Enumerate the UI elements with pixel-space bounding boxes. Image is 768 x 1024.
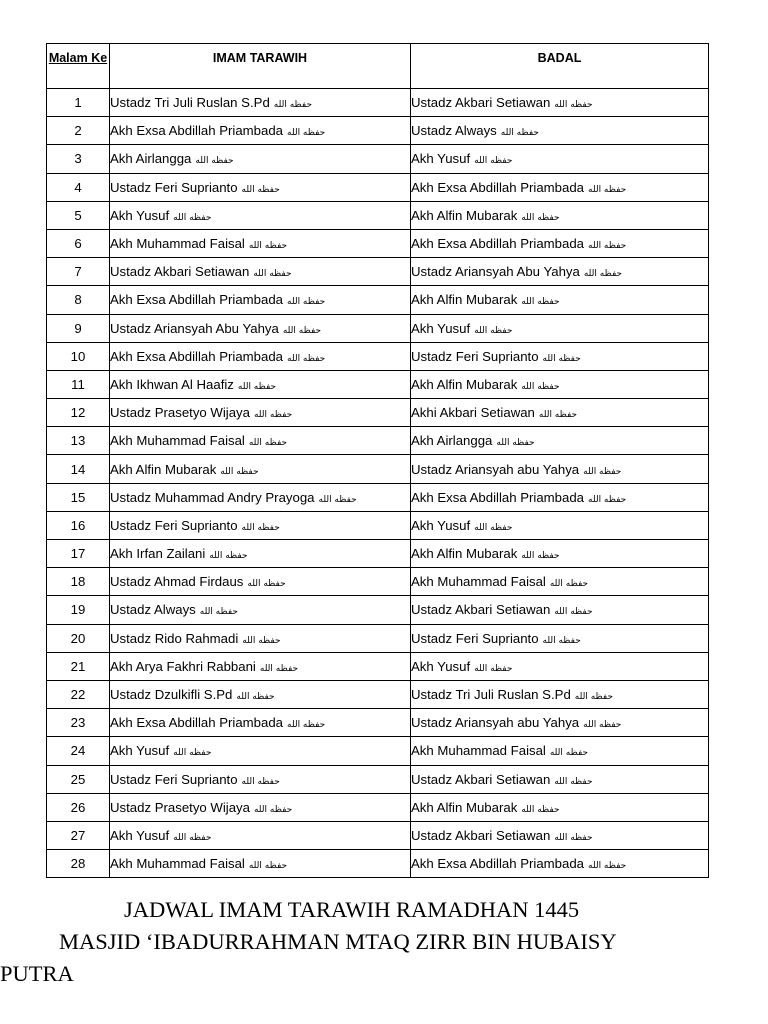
malam-number: 9 (47, 314, 110, 342)
badal-cell (411, 427, 709, 455)
document-subtitle-continued: PUTRA (0, 961, 74, 986)
badal-cell (411, 229, 709, 257)
badal-cell (411, 286, 709, 314)
badal-name: Akh Yusuf (411, 658, 471, 674)
table-row (47, 511, 709, 539)
badal-cell (411, 455, 709, 483)
table-row (47, 737, 709, 765)
badal-cell (411, 342, 709, 370)
imam-cell (110, 793, 411, 821)
imam-cell (110, 427, 411, 455)
honorific-text: حفظه الله (241, 776, 280, 787)
table-row (47, 258, 709, 286)
honorific-text: حفظه الله (549, 579, 589, 590)
honorific-text: حفظه الله (542, 635, 581, 646)
honorific-text: حفظه الله (209, 551, 248, 562)
imam-cell (110, 596, 411, 624)
imam-name: Ustadz Ariansyah Abu Yahya (110, 320, 279, 336)
honorific-text: حفظه الله (554, 607, 593, 618)
badal-cell (411, 511, 709, 539)
honorific-text: حفظه الله (554, 100, 593, 111)
imam-name: Ustadz Muhammad Andry Prayoga (110, 489, 315, 505)
schedule-table (46, 43, 709, 878)
honorific-text: حفظه الله (542, 353, 581, 364)
badal-cell (411, 370, 709, 398)
honorific-text: حفظه الله (241, 184, 280, 195)
badal-cell (411, 624, 709, 652)
honorific-text: حفظه الله (253, 269, 292, 280)
honorific-text: حفظه الله (253, 804, 293, 815)
badal-name: Akh Yusuf (411, 517, 471, 533)
badal-name: Ustadz Ariansyah abu Yahya (411, 715, 580, 731)
imam-name: Akh Ikhwan Al Haafiz (110, 376, 234, 392)
malam-number: 21 (47, 652, 110, 680)
honorific-text: حفظه الله (554, 832, 593, 843)
imam-cell (110, 568, 411, 596)
badal-cell (411, 709, 709, 737)
table-row (47, 173, 709, 201)
imam-name: Ustadz Rido Rahmadi (110, 630, 239, 646)
malam-number: 2 (47, 117, 110, 145)
imam-cell (110, 624, 411, 652)
imam-name: Ustadz Feri Suprianto (110, 179, 238, 195)
imam-name: Ustadz Dzulkifli S.Pd (110, 687, 233, 703)
badal-name: Akh Yusuf (411, 320, 471, 336)
honorific-text: حفظه الله (521, 551, 560, 562)
badal-name: Akh Exsa Abdillah Priambada (411, 236, 585, 252)
badal-name: Akh Muhammad Faisal (411, 574, 546, 590)
badal-name: Akhi Akbari Setiawan (411, 405, 535, 421)
badal-name: Akh Alfin Mubarak (411, 799, 518, 815)
honorific-text: حفظه الله (588, 241, 627, 252)
imam-cell (110, 145, 411, 173)
honorific-text: حفظه الله (521, 381, 560, 392)
badal-name: Ustadz Ariansyah Abu Yahya (411, 264, 580, 280)
badal-name: Ustadz Akbari Setiawan (411, 602, 551, 618)
imam-name: Ustadz Akbari Setiawan (110, 264, 250, 280)
honorific-text: حفظه الله (474, 325, 513, 336)
malam-number: 27 (47, 821, 110, 849)
imam-cell (110, 511, 411, 539)
honorific-text: حفظه الله (549, 748, 589, 759)
honorific-text: حفظه الله (538, 410, 578, 421)
badal-cell (411, 737, 709, 765)
honorific-text: حفظه الله (583, 720, 622, 731)
honorific-text: حفظه الله (474, 156, 513, 167)
imam-name: Akh Exsa Abdillah Priambada (110, 292, 284, 308)
honorific-text: حفظه الله (282, 325, 322, 336)
malam-number: 11 (47, 370, 110, 398)
badal-cell (411, 765, 709, 793)
table-row (47, 652, 709, 680)
table-row (47, 89, 709, 117)
badal-cell (411, 173, 709, 201)
table-row (47, 709, 709, 737)
honorific-text: حفظه الله (318, 494, 357, 505)
honorific-text: حفظه الله (287, 353, 326, 364)
honorific-text: حفظه الله (199, 607, 238, 618)
honorific-text: حفظه الله (173, 212, 212, 223)
badal-name: Akh Alfin Mubarak (411, 546, 518, 562)
imam-cell (110, 258, 411, 286)
honorific-text: حفظه الله (496, 438, 535, 449)
honorific-text: حفظه الله (588, 861, 627, 872)
imam-cell (110, 117, 411, 145)
document-subtitle-mosque: MASJID ‘IBADURRAHMAN MTAQ ZIRR BIN HUBAISY (59, 929, 617, 954)
header-row (47, 44, 709, 89)
schedule-body (47, 89, 709, 878)
imam-cell (110, 737, 411, 765)
badal-cell (411, 596, 709, 624)
imam-cell (110, 540, 411, 568)
honorific-text: حفظه الله (500, 128, 539, 139)
badal-name: Akh Airlangga (411, 433, 493, 449)
badal-cell (411, 483, 709, 511)
table-row (47, 286, 709, 314)
header-malam-ke: Malam Ke (47, 44, 110, 89)
badal-cell (411, 314, 709, 342)
table-row (47, 483, 709, 511)
table-row (47, 370, 709, 398)
honorific-text: حفظه الله (583, 466, 622, 477)
malam-number: 28 (47, 850, 110, 878)
honorific-text: حفظه الله (236, 692, 275, 703)
badal-name: Ustadz Akbari Setiawan (411, 95, 551, 111)
imam-cell (110, 850, 411, 878)
badal-name: Akh Alfin Mubarak (411, 376, 518, 392)
badal-name: Ustadz Always (411, 123, 497, 139)
imam-name: Ustadz Tri Juli Ruslan S.Pd (110, 95, 270, 111)
imam-name: Akh Yusuf (110, 207, 170, 223)
honorific-text: حفظه الله (521, 212, 560, 223)
malam-number: 22 (47, 680, 110, 708)
badal-name: Akh Alfin Mubarak (411, 292, 518, 308)
imam-cell (110, 370, 411, 398)
badal-name: Ustadz Feri Suprianto (411, 348, 539, 364)
malam-number: 16 (47, 511, 110, 539)
imam-cell (110, 89, 411, 117)
table-row (47, 201, 709, 229)
imam-name: Akh Exsa Abdillah Priambada (110, 715, 284, 731)
malam-number: 20 (47, 624, 110, 652)
malam-number: 12 (47, 399, 110, 427)
imam-name: Akh Alfin Mubarak (110, 461, 217, 477)
badal-cell (411, 821, 709, 849)
honorific-text: حفظه الله (259, 663, 299, 674)
table-row (47, 229, 709, 257)
imam-name: Ustadz Prasetyo Wijaya (110, 405, 250, 421)
imam-cell (110, 314, 411, 342)
honorific-text: حفظه الله (583, 269, 623, 280)
imam-name: Akh Muhammad Faisal (110, 236, 245, 252)
badal-name: Akh Exsa Abdillah Priambada (411, 856, 585, 872)
badal-cell (411, 258, 709, 286)
malam-number: 8 (47, 286, 110, 314)
imam-name: Ustadz Always (110, 602, 196, 618)
honorific-text: حفظه الله (588, 184, 627, 195)
imam-cell (110, 483, 411, 511)
table-row (47, 765, 709, 793)
table-row (47, 117, 709, 145)
honorific-text: حفظه الله (273, 100, 313, 111)
honorific-text: حفظه الله (554, 776, 593, 787)
header-imam-tarawih: IMAM TARAWIH (110, 44, 411, 89)
honorific-text: حفظه الله (237, 381, 277, 392)
honorific-text: حفظه الله (521, 297, 560, 308)
honorific-text: حفظه الله (195, 156, 234, 167)
imam-name: Akh Irfan Zailani (110, 546, 206, 562)
malam-number: 25 (47, 765, 110, 793)
honorific-text: حفظه الله (173, 832, 212, 843)
badal-name: Ustadz Feri Suprianto (411, 630, 539, 646)
imam-name: Ustadz Feri Suprianto (110, 771, 238, 787)
badal-name: Ustadz Tri Juli Ruslan S.Pd (411, 687, 571, 703)
malam-number: 19 (47, 596, 110, 624)
badal-name: Akh Exsa Abdillah Priambada (411, 179, 585, 195)
imam-name: Akh Exsa Abdillah Priambada (110, 123, 284, 139)
imam-cell (110, 765, 411, 793)
imam-name: Akh Exsa Abdillah Priambada (110, 348, 284, 364)
malam-number: 10 (47, 342, 110, 370)
imam-cell (110, 201, 411, 229)
table-row (47, 540, 709, 568)
malam-number: 15 (47, 483, 110, 511)
malam-number: 7 (47, 258, 110, 286)
badal-cell (411, 201, 709, 229)
badal-cell (411, 540, 709, 568)
badal-name: Akh Alfin Mubarak (411, 207, 518, 223)
honorific-text: حفظه الله (242, 635, 281, 646)
table-row (47, 399, 709, 427)
table-row (47, 342, 709, 370)
table-row (47, 793, 709, 821)
imam-cell (110, 286, 411, 314)
badal-cell (411, 399, 709, 427)
malam-number: 6 (47, 229, 110, 257)
malam-number: 1 (47, 89, 110, 117)
imam-cell (110, 342, 411, 370)
badal-name: Ustadz Akbari Setiawan (411, 771, 551, 787)
imam-name: Ustadz Ahmad Firdaus (110, 574, 244, 590)
honorific-text: حفظه الله (253, 410, 293, 421)
imam-cell (110, 173, 411, 201)
badal-name: Akh Yusuf (411, 151, 471, 167)
badal-name: Ustadz Akbari Setiawan (411, 827, 551, 843)
imam-cell (110, 652, 411, 680)
honorific-text: حفظه الله (173, 748, 212, 759)
badal-name: Akh Exsa Abdillah Priambada (411, 489, 585, 505)
malam-number: 24 (47, 737, 110, 765)
honorific-text: حفظه الله (287, 297, 326, 308)
imam-cell (110, 455, 411, 483)
table-row (47, 850, 709, 878)
imam-cell (110, 229, 411, 257)
honorific-text: حفظه الله (248, 861, 288, 872)
table-row (47, 680, 709, 708)
table-row (47, 427, 709, 455)
badal-cell (411, 117, 709, 145)
honorific-text: حفظه الله (474, 522, 513, 533)
malam-number: 4 (47, 173, 110, 201)
badal-cell (411, 793, 709, 821)
honorific-text: حفظه الله (248, 438, 288, 449)
honorific-text: حفظه الله (247, 579, 286, 590)
imam-name: Ustadz Prasetyo Wijaya (110, 799, 250, 815)
document-title: JADWAL IMAM TARAWIH RAMADHAN 1445 (124, 897, 580, 922)
imam-cell (110, 399, 411, 427)
honorific-text: حفظه الله (287, 128, 326, 139)
imam-name: Akh Muhammad Faisal (110, 433, 245, 449)
badal-name: Akh Muhammad Faisal (411, 743, 546, 759)
table-row (47, 624, 709, 652)
honorific-text: حفظه الله (521, 804, 560, 815)
imam-name: Akh Arya Fakhri Rabbani (110, 658, 256, 674)
badal-cell (411, 652, 709, 680)
imam-name: Akh Muhammad Faisal (110, 856, 245, 872)
malam-number: 26 (47, 793, 110, 821)
honorific-text: حفظه الله (220, 466, 259, 477)
table-row (47, 596, 709, 624)
malam-number: 5 (47, 201, 110, 229)
honorific-text: حفظه الله (241, 522, 280, 533)
badal-cell (411, 145, 709, 173)
badal-cell (411, 850, 709, 878)
imam-name: Ustadz Feri Suprianto (110, 517, 238, 533)
imam-name: Akh Yusuf (110, 827, 170, 843)
badal-cell (411, 680, 709, 708)
honorific-text: حفظه الله (574, 692, 614, 703)
imam-cell (110, 709, 411, 737)
honorific-text: حفظه الله (588, 494, 627, 505)
badal-name: Ustadz Ariansyah abu Yahya (411, 461, 580, 477)
badal-cell (411, 89, 709, 117)
honorific-text: حفظه الله (248, 241, 288, 252)
malam-number: 23 (47, 709, 110, 737)
table-row (47, 314, 709, 342)
table-row (47, 821, 709, 849)
malam-number: 14 (47, 455, 110, 483)
imam-name: Akh Airlangga (110, 151, 192, 167)
malam-number: 13 (47, 427, 110, 455)
imam-name: Akh Yusuf (110, 743, 170, 759)
header-badal: BADAL (411, 44, 709, 89)
malam-number: 3 (47, 145, 110, 173)
imam-cell (110, 680, 411, 708)
badal-cell (411, 568, 709, 596)
table-row (47, 455, 709, 483)
honorific-text: حفظه الله (474, 663, 513, 674)
honorific-text: حفظه الله (287, 720, 326, 731)
table-row (47, 145, 709, 173)
imam-cell (110, 821, 411, 849)
malam-number: 17 (47, 540, 110, 568)
table-row (47, 568, 709, 596)
malam-number: 18 (47, 568, 110, 596)
